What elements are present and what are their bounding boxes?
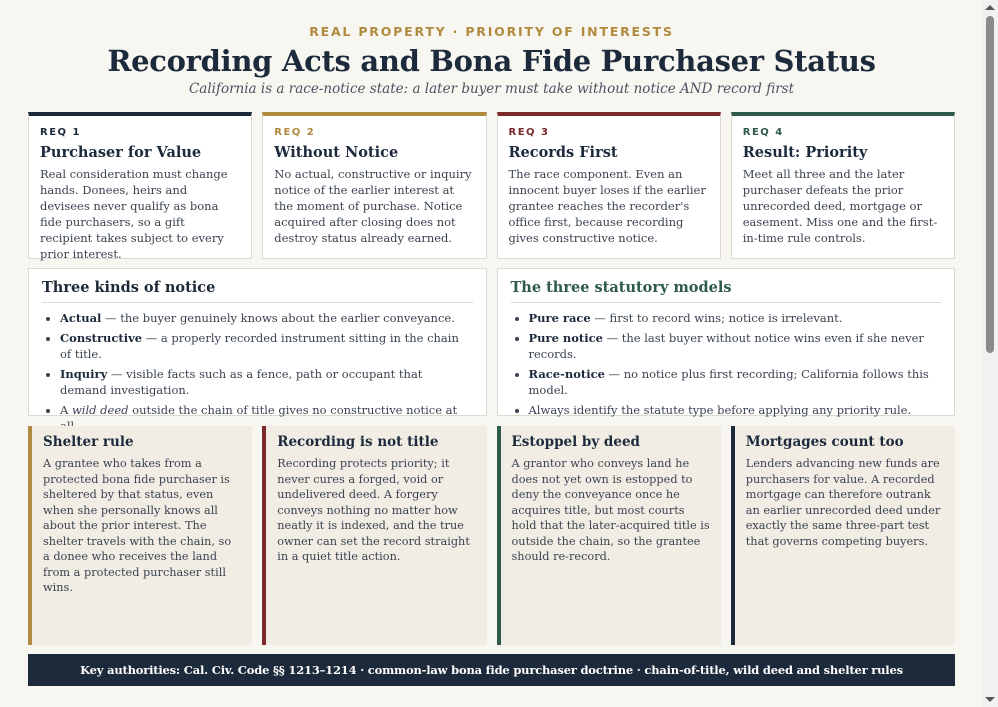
req-title: Purchaser for Value [40, 144, 202, 161]
req-card-3 [497, 112, 721, 259]
list-term: Inquiry [60, 367, 108, 381]
list-item [60, 330, 473, 362]
middle-row [28, 268, 955, 416]
eyebrow: REAL PROPERTY · PRIORITY OF INTERESTS [309, 24, 674, 39]
scroll-down-arrow-icon[interactable] [985, 697, 995, 702]
list-term: wild deed [71, 403, 129, 417]
page-subtitle: California is a race-notice state: a later buyer must take without notice AND record first [188, 81, 795, 97]
models-list [511, 310, 942, 418]
list-item [529, 402, 942, 418]
req-body: The race component. Even an innocent buyer loses if the earlier grantee reaches the recorder's office first, because recording gives constructive notice. [508, 167, 706, 245]
list-text: outside the chain of title gives no constructive notice at [132, 403, 458, 417]
req-title: Without Notice [274, 144, 399, 161]
rule-card-shelter [28, 426, 252, 645]
vertical-scrollbar[interactable] [982, 0, 998, 707]
card-title: Mortgages count too [745, 434, 904, 450]
list-text: Always identify the statute type before applying any priority rule. [528, 403, 912, 417]
rules-row [28, 426, 955, 645]
list-text: A [60, 403, 72, 417]
req-tag: REQ 3 [508, 127, 550, 138]
notice-panel [28, 268, 487, 416]
list-text: — the buyer genuinely knows about the earlier conveyance. [101, 311, 455, 325]
req-card-2 [262, 112, 486, 259]
rule-card-mortgages [731, 426, 955, 645]
list-item [529, 330, 942, 362]
req-title: Result: Priority [742, 144, 868, 161]
models-title: The three statutory models [511, 279, 942, 303]
requirements-row [28, 112, 955, 259]
card-title: Recording is not title [277, 434, 439, 450]
list-term: Pure notice [528, 331, 603, 345]
card-title: Estoppel by deed [511, 434, 640, 450]
card-body: A grantor who conveys land he does not yet own is estopped to deny the conveyance once he acquires title, but most courts hold that the later-acquired title is outside the chain, so the grantee should re-record. [511, 457, 710, 563]
list-text: — a properly recorded instrument sitting in the chain of title. [60, 331, 459, 361]
rule-card-estoppel [497, 426, 721, 645]
card-body: A grantee who takes from a protected bona fide purchaser is sheltered by that status, even when she personally knows all about the prior interest. The shelter travels with the chain, so a donee who receives the land from a protected purchaser still wins. [43, 457, 232, 594]
req-card-1 [28, 112, 252, 259]
req-body: Meet all three and the later purchaser defeats the prior unrecorded deed, mortgage or easement. Miss one and the first-in-time rule controls. [742, 167, 938, 245]
list-item [60, 366, 473, 398]
req-body: Real consideration must change hands. Donees, heirs and devisees never qualify as bona fide purchasers, so a gift recipient takes subject to every prior interest. [40, 167, 228, 261]
req-tag: REQ 1 [40, 127, 81, 138]
list-term: Constructive [60, 331, 143, 345]
scroll-up-arrow-icon[interactable] [985, 5, 995, 10]
req-card-4 [731, 112, 955, 259]
footer-text: Key authorities: Cal. Civ. Code §§ 1213–1214 · common-law bona fide purchaser doctrine · chain-of-title, wild deed and shelter rules [80, 663, 903, 677]
card-body: Recording protects priority; it never cures a forged, void or undelivered deed. A forgery conveys nothing no matter how neatly it is indexed, and the true owner can set the record straight in a quiet title action. [277, 457, 470, 563]
models-panel [497, 268, 956, 416]
list-term: Actual [60, 311, 102, 325]
list-item [529, 366, 942, 398]
list-text: — the last buyer without notice wins even if she never records. [528, 331, 924, 361]
footer-bar [28, 654, 955, 686]
req-title: Records First [508, 144, 618, 161]
notice-list [42, 310, 473, 434]
list-text: — no notice plus first recording; California follows this model. [528, 367, 929, 397]
req-tag: REQ 2 [274, 127, 316, 138]
list-term: Pure race [528, 311, 591, 325]
list-text: — first to record wins; notice is irrelevant. [590, 311, 843, 325]
req-body: No actual, constructive or inquiry notice of the earlier interest at the moment of purchase. Notice acquired after closing does not destroy status already earned. [274, 167, 472, 245]
card-body: Lenders advancing new funds are purchasers for value. A recorded mortgage can therefore outrank an earlier unrecorded deed under exactly the same three-part test that governs competing buyers. [745, 457, 941, 548]
list-item [60, 310, 473, 326]
notice-title: Three kinds of notice [42, 279, 473, 303]
req-tag: REQ 4 [742, 127, 784, 138]
list-term: Race-notice [528, 367, 605, 381]
page-title: Recording Acts and Bona Fide Purchaser Status [107, 44, 876, 78]
document-page [28, 0, 955, 686]
list-item [529, 310, 942, 326]
scroll-thumb[interactable] [986, 16, 994, 353]
rule-card-recording [262, 426, 486, 645]
list-text: — visible facts such as a fence, path or occupant that demand investigation. [60, 367, 423, 397]
card-title: Shelter rule [43, 434, 134, 450]
